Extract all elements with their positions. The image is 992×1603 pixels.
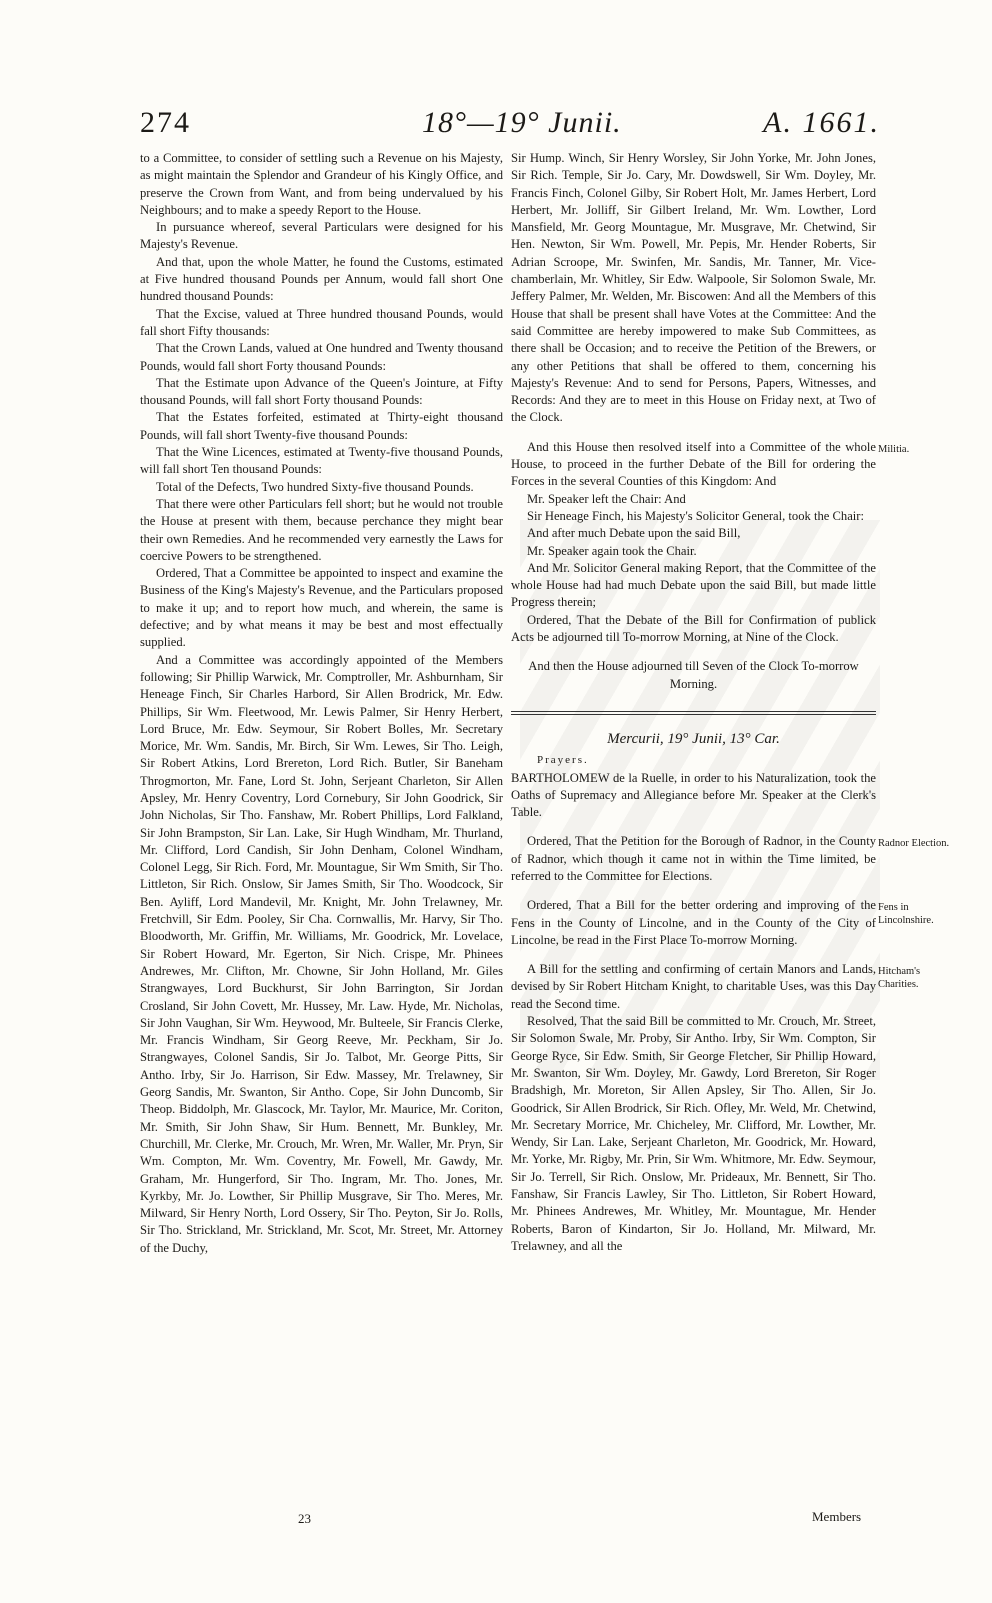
paragraph: And Mr. Solicitor General making Report, that the Committee of the whole House had had much Debate upon the said Bill, but made little Progress therein; <box>511 560 876 610</box>
paragraph: Mr. Speaker again took the Chair. <box>527 543 697 558</box>
paragraph: Ordered, That the Debate of the Bill for Confirmation of publick Acts be adjourned till To-morrow Morning, at Nine of the Clock. <box>511 612 876 645</box>
signature-mark: 23 <box>298 1511 311 1526</box>
paragraph-gap <box>511 646 876 658</box>
paragraph: And a Committee was accordingly appointed of the Members following; Sir Phillip Warwick, Mr. Comptroller, Mr. Ashburnham, Sir Heneage Finch, Sir Charles Harbord, Sir Allen Brodrick, Mr. Edw. Phillips, Sir Wm. Fleetwood, Mr. Lewis Palmer, Sir Henry Herbert, Lord Bruce, Mr. Edw. Seymour, Sir Robert Bolles, Mr. Secretary Morice, Mr. Wm. Sandis, Mr. Birch, Sir Wm. Lewes, Sir Tho. Leigh, Sir Robert Atkins, Lord Brereton, Lord Rich. Butler, Sir Baneham Throgmorton, Mr. Fane, Lord St. John, Serjeant Charleton, Sir Allen Apsley, Mr. Henry Coventry, Lord Cornebury, Sir John Goodrick, Sir John Nicholas, Sir Tho. Fanshaw, Mr. Robert Phillips, Lord Falkland, Sir John Brampston, Sir Lan. Lake, Sir Hugh Windham, Mr. Thurland, Mr. Clifford, Lord Candish, Sir John Denham, Colonel Windham, Colonel Legg, Sir Rich. Ford, Mr. Mountague, Sir Wm Smith, Sir Tho. Littleton, Sir Rich. Onslow, Sir James Smith, Sir Tho. Woodcock, Sir Ben. Ayliff, Lord Mandevil, Mr. Knight, Mr. John Trelawney, Mr. Fretchvill, Sir Edm. Pooley, Sir Cha. Cornwallis, Mr. Harvy, Sir Tho. Bloodworth, Mr. Griffin, Mr. Williams, Mr. Goodrick, Mr. Lovelace, Sir Robert Howard, Mr. Egerton, Sir Nich. Crispe, Mr. Phinees Andrewes, Mr. Clifton, Mr. Chowne, Sir John Holland, Mr. Giles Strangwayes, Lord Buckhurst, Sir John Barrington, Sir Jordan Crosland, Sir John Covett, Mr. Hussey, Mr. Law. Hyde, Mr. Nicholas, Sir John Vaughan, Sir Wm. Heywood, Mr. Bulteele, Sir Francis Clerke, Mr. Francis Windham, Sir Georg Reeve, Mr. Peckham, Sir Jo. Strangwayes, Colonel Sandis, Sir Jo. Talbot, Mr. George Pitts, Sir Antho. Irby, Sir Jo. Harrison, Sir Edw. Massey, Mr. Trelawney, Sir Georg Sandis, Mr. Swanton, Sir Antho. Cope, Sir John Duncomb, Sir Theop. Biddolph, Mr. Glascock, Mr. Taylor, Mr. Maurice, Mr. Coriton, Mr. Smith, Sir John Shaw, Sir Hum. Bennett, Mr. Bunkley, Mr. Churchill, Mr. Clerke, Mr. Crouch, Mr. Wren, Mr. Waller, Mr. Pryn, Sir Wm. Compton, Mr. Wm. Coventry, Mr. Fowell, Mr. Gawdy, Mr. Graham, Mr. Hungerford, Sir Tho. Ingram, Mr. Tho. Jones, Mr. Kyrkby, Mr. Jo. Lowther, Sir Phillip Musgrave, Sir Tho. Meres, Mr. Milward, Sir Henry North, Lord Ossery, Sir Tho. Peyton, Sir Jo. Rolls, Sir Tho. Strickland, Mr. Strickland, Mr. Scot, Mr. Street, Mr. Attorney of the Duchy, <box>140 652 503 1255</box>
right-column-top <box>511 150 876 693</box>
running-date: 18°—19° Junii. <box>422 106 622 139</box>
paragraph: That the Excise, valued at Three hundred thousand Pounds, would fall short Fifty thousands: <box>140 306 503 338</box>
paragraph: to a Committee, to consider of settling such a Revenue on his Majesty, as might maintain the Splendor and Grandeur of his Kingly Office, and preserve the Crown from Want, and from being undervalued by his Neighbours; and to make a speedy Report to the House. <box>140 151 503 217</box>
paragraph: Sir Hump. Winch, Sir Henry Worsley, Sir John Yorke, Mr. John Jones, Sir Rich. Temple, Sir Jo. Cary, Mr. Dowdswell, Sir Wm. Doyley, Mr. Francis Finch, Colonel Gilby, Sir Robert Holt, Mr. James Herbert, Lord Herbert, Mr. Jolliff, Sir Gilbert Ireland, Mr. Wm. Lowther, Lord Mansfield, Mr. Georg Mountague, Mr. Musgrave, Mr. Chetwind, Sir Hen. Newton, Sir Wm. Powell, Mr. Pepis, Mr. Hender Roberts, Sir Adrian Scroope, Mr. Swinfen, Mr. Sandis, Mr. Tanner, Mr. Vice-chamberlain, Mr. Whitley, Sir Edw. Walpoole, Sir Solomon Swale, Mr. Jeffery Palmer, Mr. Welden, Mr. Biscowen: And all the Members of this House that shall be present shall have Votes at the Committee: And the said Committee are hereby impowered to make Sub Committees, as there shall be Occasion; and to receive the Petition of the Brewers, or any other Petitions that shall be offered to them, concerning his Majesty's Revenue: And to send for Persons, Papers, Witnesses, and Records: And they are to meet in this House on Friday next, at Two of the Clock. <box>511 151 876 425</box>
margin-note-militia: Militia. <box>878 443 910 455</box>
paragraph: In pursuance whereof, several Particulars were designed for his Majesty's Revenue. <box>140 220 503 252</box>
left-column <box>140 150 503 1257</box>
right-column-bottom <box>511 770 876 1256</box>
paragraph: That the Estimate upon Advance of the Queen's Jointure, at Fifty thousand Pounds, will fall short Forty thousand Pounds: <box>140 375 503 408</box>
margin-note-fens: Fens in Lincolnshire. <box>878 902 934 927</box>
paragraph: Ordered, That a Bill for the better ordering and improving of the Fens in the County of Lincolne, and in the County of the City of Lincolne, be read in the First Place To-morrow Morning. <box>511 898 876 947</box>
prayers-label: Prayers. <box>537 754 589 767</box>
paragraph: And then the House adjourned till Seven of the Clock To-morrow Morning. <box>528 659 859 691</box>
right-column <box>511 150 876 1255</box>
catchword: Members <box>812 1509 862 1524</box>
paragraph: And this House then resolved itself into a Committee of the whole House, to proceed in the further Debate of the Bill for ordering the Forces in the several Counties of this Kingdom: And <box>511 439 876 489</box>
running-year: A. 1661. <box>763 106 880 139</box>
paragraph: Total of the Defects, Two hundred Sixty-five thousand Pounds. <box>156 479 474 494</box>
paragraph-gap <box>511 949 876 961</box>
paragraph: Resolved, That the said Bill be committed to Mr. Crouch, Mr. Street, Sir Solomon Swale, Mr. Proby, Sir Antho. Irby, Sir Wm. Compton, Sir George Ryce, Sir Edw. Smith, Sir George Fletcher, Sir Phillip Howard, Mr. Swanton, Sir Wm. Doyley, Mr. Gawdy, Lord Brereton, Sir Roger Bradshigh, Mr. Moreton, Sir Allen Apsley, Sir Tho. Allen, Sir Jo. Goodrick, Sir Allen Brodrick, Sir Rich. Ofley, Mr. Weld, Mr. Chetwind, Mr. Secretary Morrice, Mr. Chicheley, Mr. Clifford, Mr. Lowther, Mr. Wendy, Sir Lan. Lake, Serjeant Charleton, Mr. Goodrick, Mr. Howard, Mr. Yorke, Mr. Rigby, Mr. Prin, Sir Wm. Whitmore, Mr. Edw. Seymour, Sir Jo. Terrell, Sir Rich. Onslow, Mr. Prideaux, Mr. Bennett, Sir Tho. Fanshaw, Sir Francis Lawley, Sir Tho. Littleton, Sir Robert Howard, Mr. Phinees Andrewes, Mr. Whitley, Mr. Mountague, Mr. Hender Roberts, Baron of Kindarton, Sir Jo. Holland, Mr. Milward, Mr. Trelawney, and all the <box>511 1014 876 1253</box>
paragraph: And after much Debate upon the said Bill, <box>527 526 741 541</box>
paragraph-gap <box>511 885 876 897</box>
sitting-title: Mercurii, 19° Junii, 13° Car. <box>607 730 780 747</box>
paragraph: BARTHOLOMEW de la Ruelle, in order to his Naturalization, took the Oaths of Supremacy and Allegiance before Mr. Speaker at the Clerk's Table. <box>511 770 876 820</box>
paragraph: Sir Heneage Finch, his Majesty's Solicitor General, took the Chair: <box>527 508 864 523</box>
paragraph: That the Estates forfeited, estimated at Thirty-eight thousand Pounds, will fall short Twenty-five thousand Pounds: <box>140 410 503 442</box>
paragraph: Ordered, That a Committee be appointed to inspect and examine the Business of the King's Majesty's Revenue, and the Particulars proposed to make it up; and to report how much, and wherein, the same is defective; and by what means it may be best and most effectually supplied. <box>140 566 503 650</box>
page-number: 274 <box>140 106 191 139</box>
paragraph: That the Crown Lands, valued at One hundred and Twenty thousand Pounds, would fall short Forty thousand Pounds: <box>140 341 503 373</box>
paragraph: A Bill for the settling and confirming of certain Manors and Lands, devised by Sir Robert Hitcham Knight, to charitable Uses, was this Day read the Second time. <box>511 962 876 1011</box>
paragraph-gap <box>511 821 876 833</box>
paragraph: Ordered, That the Petition for the Borough of Radnor, in the County of Radnor, which though it came not in within the Time limited, be referred to the Committee for Elections. <box>511 834 876 883</box>
margin-note-radnor: Radnor Election. <box>878 838 950 850</box>
paragraph-gap <box>511 427 876 439</box>
paragraph: Mr. Speaker left the Chair: And <box>527 491 686 506</box>
paragraph: And that, upon the whole Matter, he found the Customs, estimated at Five hundred thousand Pounds per Annum, would fall short One hundred thousand Pounds: <box>140 254 503 304</box>
paragraph: That there were other Particulars fell short; but he would not trouble the House at present with them, because perchance they might bear their own Remedies. And he recommended very earnestly the Laws for coercive Powers to be strengthened. <box>140 496 503 563</box>
margin-note-hitcham: Hitcham's Charities. <box>878 966 921 991</box>
page-header <box>140 106 880 146</box>
paragraph: That the Wine Licences, estimated at Twenty-five thousand Pounds, will fall short Ten thousand Pounds: <box>140 445 503 477</box>
section-rule <box>511 711 876 715</box>
